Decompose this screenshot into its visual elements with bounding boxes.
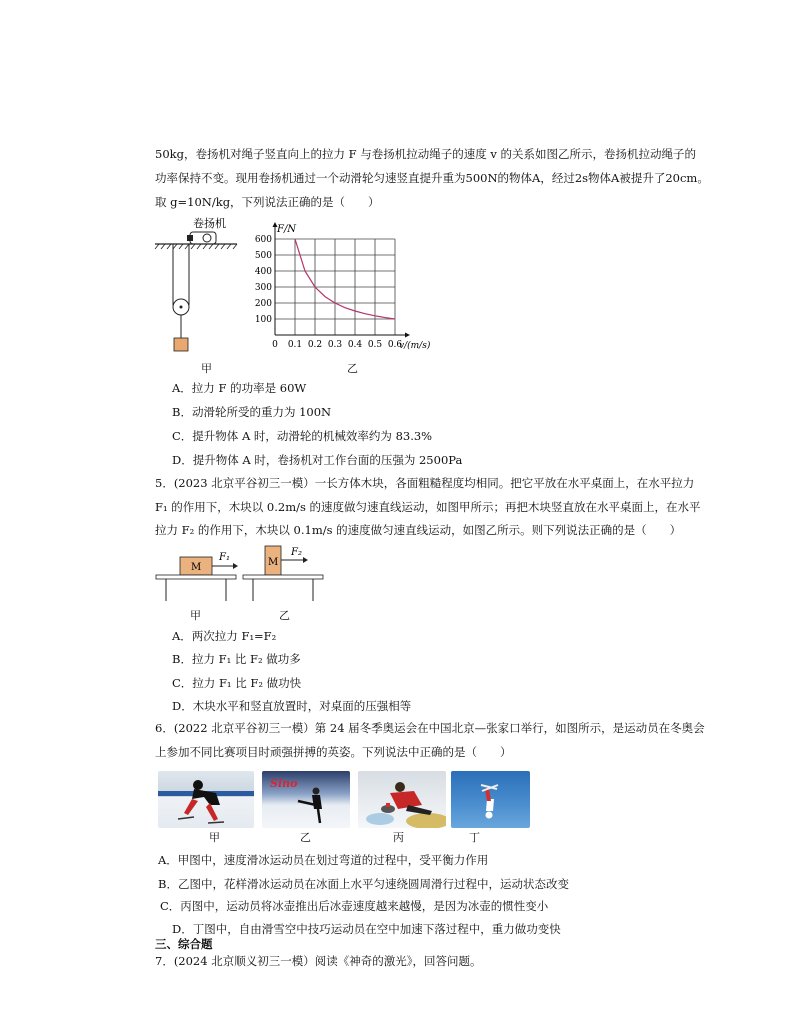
winch-label: 卷扬机: [193, 217, 226, 230]
q6-stem-line-2: 上参加不同比赛项目时顽强拼搏的英姿。下列说法中正确的是（ ）: [155, 745, 512, 759]
y-axis-label: F/N: [277, 224, 297, 235]
x-tick-label: 0: [272, 340, 278, 350]
q5-option-c: C．拉力 F₁ 比 F₂ 做功快: [172, 676, 302, 690]
q5-stem-line-2: F₁ 的作用下，木块以 0.2m/s 的速度做匀速直线运动，如图甲所示；再把木块竖直放在水平桌面上，在水平: [155, 500, 701, 514]
q4-pulley-figure: [155, 214, 255, 349]
q6-option-d: D．丁图中，自由滑雪空中技巧运动员在空中加速下落过程中，重力做功变快: [172, 922, 561, 936]
y-tick-label: 500: [254, 251, 272, 261]
q4-caption-jia: 甲: [201, 362, 212, 375]
q4-stem-line-1: 50kg，卷扬机对绳子竖直向上的拉力 F 与卷扬机拉动绳子的速度 v 的关系如图乙所示，卷扬机拉动绳子的: [155, 147, 697, 161]
section-heading: 三、综合题: [155, 937, 213, 951]
q4-option-c: C．提升物体 A 时，动滑轮的机械效率约为 83.3%: [172, 429, 433, 443]
block-m-upright-label: M: [268, 557, 279, 568]
series-line-F-v: [295, 239, 395, 319]
photo-curler: [358, 771, 446, 828]
y-tick-label: 600: [254, 235, 272, 245]
q6-option-c: C．丙图中，运动员将冰壶推出后冰壶速度越来越慢，是因为冰壶的惯性变小: [160, 899, 549, 913]
y-tick-label: 300: [254, 283, 272, 293]
q4-stem-line-2: 功率保持不变。现用卷扬机通过一个动滑轮匀速竖直提升重为500N的物体A，经过2s物体A被提升了20cm。: [155, 171, 709, 185]
q6-stem-line-1: 6．(2022 北京平谷初三一模）第 24 届冬季奥运会在中国北京—张家口举行，如图所示，是运动员在冬奥会: [155, 721, 705, 735]
photo-figure-skater: [262, 771, 350, 828]
y-tick-label: 200: [254, 299, 272, 309]
table-jia: [156, 575, 236, 579]
force-f2-label: F₂: [291, 547, 302, 558]
q5-caption-yi: 乙: [279, 609, 290, 622]
q5-option-d: D．木块水平和竖直放置时，对桌面的压强相等: [172, 699, 412, 713]
photo-speed-skater: [158, 771, 254, 828]
y-tick-label: 100: [254, 315, 272, 325]
q5-stem-line-1: 5．(2023 北京平谷初三一模）一长方体木块，各面粗糙程度均相同。把它平放在水平桌面上，在水平拉力: [155, 476, 695, 490]
q7-stem: 7．(2024 北京顺义初三一模）阅读《神奇的激光》，回答问题。: [155, 954, 482, 968]
x-tick-label: 0.2: [307, 340, 323, 350]
x-tick-label: 0.3: [327, 340, 343, 350]
force-f1-label: F₁: [219, 552, 230, 563]
x-tick-label: 0.4: [347, 340, 363, 350]
svg-text:Sino: Sino: [270, 777, 298, 790]
q5-block-figure-jia: [156, 545, 238, 605]
q6-caption-jia: 甲: [209, 831, 220, 844]
q4-option-b: B．动滑轮所受的重力为 100N: [172, 405, 332, 419]
x-axis-label: v/(m/s): [399, 341, 431, 351]
photo-aerial-skier: [451, 771, 530, 828]
q4-stem-line-3: 取 g=10N/kg，下列说法正确的是（ ）: [155, 195, 380, 209]
q5-option-b: B．拉力 F₁ 比 F₂ 做功多: [172, 652, 301, 666]
table-yi: [243, 575, 323, 579]
x-tick-label: 0.1: [287, 340, 303, 350]
x-axis-arrow: [405, 333, 410, 338]
x-tick-label: 0.6: [387, 340, 403, 350]
q5-block-figure-yi: [243, 545, 325, 605]
block-m-flat-label: M: [191, 562, 202, 573]
q6-caption-bing: 丙: [393, 831, 404, 844]
object-a: [174, 338, 188, 351]
q4-option-d: D．提升物体 A 时，卷扬机对工作台面的压强为 2500Pa: [172, 453, 463, 467]
q5-stem-line-3: 拉力 F₂ 的作用下，木块以 0.1m/s 的速度做匀速直线运动，如图乙所示。则下列说法正确的是（ ）: [155, 523, 682, 537]
x-tick-label: 0.5: [367, 340, 383, 350]
q4-option-a: A．拉力 F 的功率是 60W: [172, 381, 307, 395]
q6-caption-yi: 乙: [300, 831, 311, 844]
q5-option-a: A．两次拉力 F₁=F₂: [172, 629, 277, 643]
q6-option-b: B．乙图中，花样滑冰运动员在冰面上水平匀速绕圆周滑行过程中，运动状态改变: [158, 877, 569, 891]
q6-caption-ding: 丁: [469, 831, 480, 844]
q4-caption-yi: 乙: [347, 362, 358, 375]
q4-fv-graph: [255, 225, 435, 350]
q5-caption-jia: 甲: [190, 609, 201, 622]
q6-option-a: A．甲图中，速度滑冰运动员在划过弯道的过程中，受平衡力作用: [158, 853, 489, 867]
y-tick-label: 400: [254, 267, 272, 277]
